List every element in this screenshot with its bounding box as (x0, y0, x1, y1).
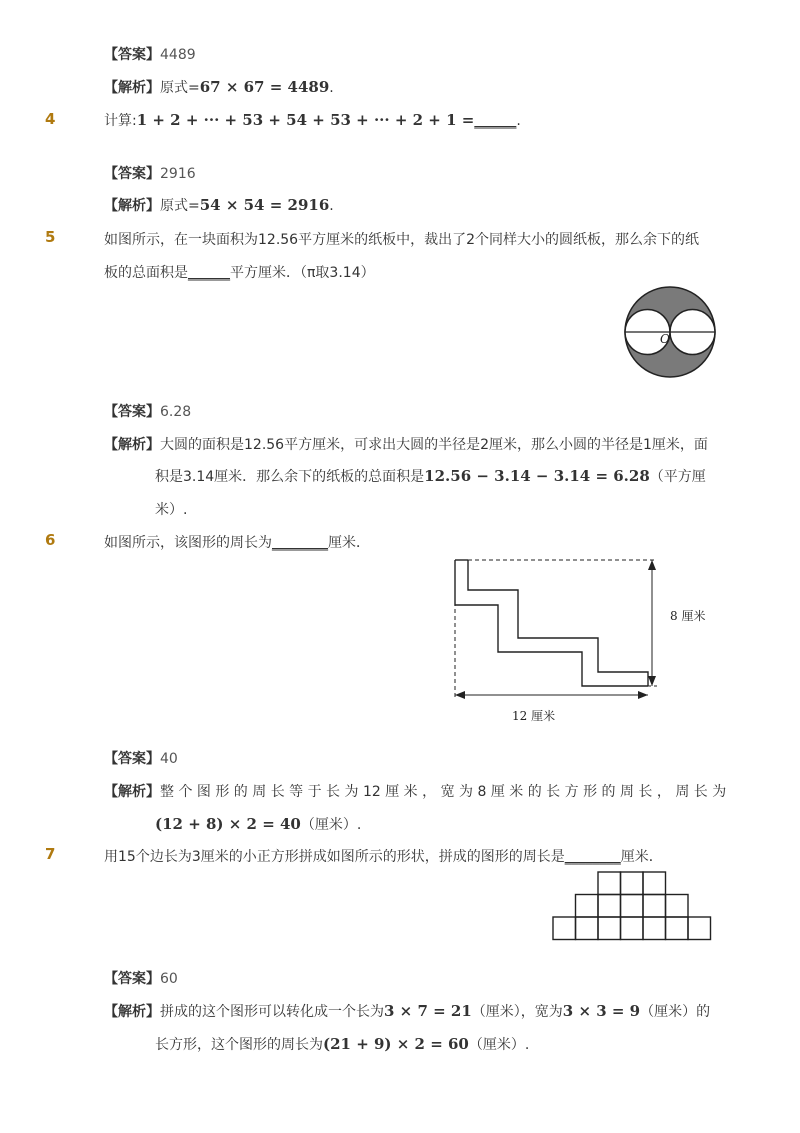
square (666, 917, 689, 940)
q5-explanation-row2 (155, 466, 706, 486)
question-math: 1 + 2 + ··· + 53 + 54 + 53 + ··· + 2 + 1 = (136, 111, 475, 129)
square (621, 917, 644, 940)
answer-value: 2916 (160, 166, 196, 182)
explanation-math: 12.56 − 3.14 − 3.14 = 6.28 (424, 467, 650, 485)
square (666, 895, 689, 918)
arrow-up (648, 560, 656, 570)
square (643, 917, 666, 940)
square (621, 872, 644, 895)
question-end: . (516, 113, 521, 129)
q6-explanation-row1 (104, 781, 726, 801)
question-text: 厘米． (328, 535, 370, 551)
question-number: 4 (45, 110, 56, 128)
explanation-text: 积是3.14厘米．那么余下的纸板的总面积是 (155, 469, 425, 485)
answer-tag: 【答案】 (104, 47, 160, 63)
q5-explanation-row1 (104, 434, 708, 454)
square (643, 895, 666, 918)
question-number: 6 (45, 531, 56, 549)
explanation-text: 长方形，这个图形的周长为 (155, 1037, 323, 1053)
explanation-text: 大圆的面积是12.56平方厘米，可求出大圆的半径是2厘米，那么小圆的半径是1厘米，面 (160, 437, 708, 453)
square (576, 917, 599, 940)
explanation-text: （厘米）. (468, 1037, 530, 1053)
explanation-tag: 【解析】 (104, 198, 160, 214)
question-text: 平方厘米．（π取3.14） (230, 265, 375, 281)
q5-question-line1: 如图所示，在一块面积为12.56平方厘米的纸板中，裁出了2个同样大小的圆纸板，那么余下的纸 (104, 232, 699, 248)
explanation-end: . (329, 198, 334, 214)
arrow-right (638, 691, 648, 699)
question-text: 如图所示，该图形的周长为 (104, 535, 272, 551)
q4-answer-row (104, 163, 196, 183)
explanation-prefix: 原式= (160, 198, 200, 214)
arrow-left (455, 691, 465, 699)
height-label: 8 厘米 (670, 609, 706, 623)
question-number: 7 (45, 845, 56, 863)
two-circles-figure (620, 282, 720, 382)
explanation-text: 整 个 图 形 的 周 长 等 于 长 为 12 厘 米 ， 宽 为 8 厘 米 的 长 方 形 的 周 长 ， 周 长 为 (160, 784, 727, 800)
explanation-math: 3 × 7 = 21 (384, 1002, 472, 1020)
center-label: O (660, 332, 670, 346)
question-text: 厘米． (620, 849, 663, 865)
explanation-math: 3 × 3 = 9 (562, 1002, 641, 1020)
question-text: 用15个边长为3厘米的小正方形拼成如图所示的形状，拼成的图形的周长是 (104, 849, 565, 865)
explanation-tag: 【解析】 (104, 80, 160, 96)
q7-explanation-row1 (104, 1001, 710, 1021)
answer-tag: 【答案】 (104, 404, 160, 420)
square (643, 872, 666, 895)
answer-value: 6.28 (160, 404, 192, 420)
q4-explanation-row (104, 195, 334, 215)
square (576, 895, 599, 918)
explanation-math: (21 + 9) × 2 = 60 (323, 1035, 469, 1053)
q7-explanation-row2 (155, 1034, 529, 1054)
square (598, 872, 621, 895)
explanation-text: （厘米）. (300, 817, 362, 833)
square (553, 917, 576, 940)
explanation-tag: 【解析】 (104, 437, 160, 453)
question-number: 5 (45, 228, 56, 246)
explanation-math: 67 × 67 = 4489 (199, 78, 330, 96)
question-text: 板的总面积是 (104, 265, 188, 281)
answer-tag: 【答案】 (104, 166, 160, 182)
width-label: 12 厘米 (512, 709, 556, 723)
q5-answer-row (104, 401, 191, 421)
square (598, 895, 621, 918)
square (621, 895, 644, 918)
answer-value: 40 (160, 751, 178, 767)
explanation-text: 拼成的这个图形可以转化成一个长为 (160, 1004, 384, 1020)
q3-answer-row (104, 44, 196, 64)
square (688, 917, 711, 940)
q7-question (104, 846, 663, 866)
explanation-prefix: 原式= (160, 80, 200, 96)
q6-question (104, 532, 370, 552)
staircase-figure (440, 552, 730, 732)
answer-blank: ______ (188, 265, 230, 281)
explanation-text: （厘米），宽为 (471, 1004, 563, 1020)
stair-outer (455, 560, 648, 686)
answer-value: 60 (160, 971, 178, 987)
square (598, 917, 621, 940)
q6-explanation-row2 (155, 814, 361, 834)
q5-explanation-row3: 米）. (155, 502, 188, 518)
explanation-math: 54 × 54 = 2916 (199, 196, 330, 214)
explanation-tag: 【解析】 (104, 784, 160, 800)
answer-value: 4489 (160, 47, 196, 63)
q4-question (104, 110, 521, 130)
question-prefix: 计算: (104, 113, 137, 129)
q3-explanation-row (104, 77, 334, 97)
stair-inner (468, 560, 648, 686)
answer-tag: 【答案】 (104, 971, 160, 987)
q5-question-line2 (104, 262, 375, 282)
answer-tag: 【答案】 (104, 751, 160, 767)
explanation-tag: 【解析】 (104, 1004, 160, 1020)
explanation-text: （厘米）的 (640, 1004, 711, 1020)
answer-blank: ________ (564, 849, 621, 865)
answer-blank: ______ (474, 113, 517, 129)
explanation-text: （平方厘 (649, 469, 706, 485)
q6-answer-row (104, 748, 178, 768)
explanation-end: . (329, 80, 334, 96)
squares-figure (552, 870, 716, 944)
arrow-down (648, 676, 656, 686)
q7-answer-row (104, 968, 178, 988)
answer-blank: ________ (272, 535, 328, 551)
explanation-math: (12 + 8) × 2 = 40 (155, 815, 301, 833)
